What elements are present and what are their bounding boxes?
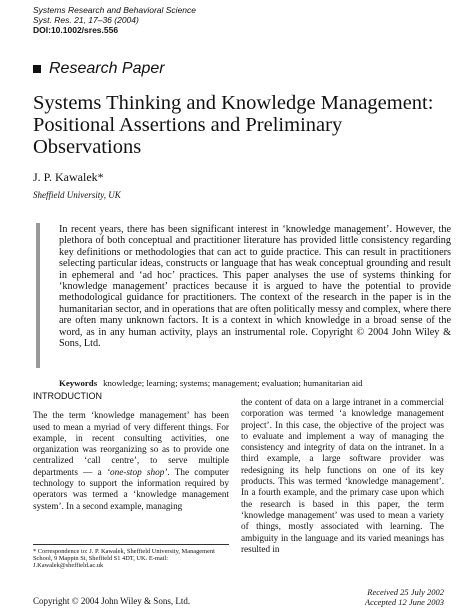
footnote-divider [33, 544, 229, 545]
submission-dates [365, 587, 444, 607]
journal-citation: Syst. Res. 21, 17–36 (2004) [33, 14, 139, 25]
left-column [33, 391, 229, 512]
right-column [241, 397, 444, 555]
author-affiliation: Sheffield University, UK [33, 190, 121, 200]
abstract-text: In recent years, there has been significant interest in ‘knowledge management’. However, the plethora of both conceptual and practitioner literature has provided little consistency regarding key definitions or methodologies that can act to guide practice. This can result in practitioners selecting particular ideas, constructs or language that has weak conceptual grounding and result in ephemeral and ‘ad hoc’ practices. This paper analyses the use of systems thinking for ‘knowledge management’ practices because it is argued to have the potential to provide methodological guidance for practitioners. The context of the research in the paper is in the humanitarian sector, and in operations that are often politically messy and complex, where there are often many unknown factors. It is a context in which knowledge in a broad sense of the word, as in any human activity, plays an instrumental role. Copyright © 2004 John Wiley & Sons, Ltd. [59, 224, 451, 350]
right-column-paragraph: the content of data on a large intranet in a commercial corporation was termed ‘a knowledge management project’. In this case, the objective of the project was to evaluate and implement a way of managing the consistency and integrity of data on the intranet. In a third example, a large software provider was redesigning its help functions on one of its key products. This was termed ‘knowledge management’. In a fourth example, and the primary case upon which the research is based in this paper, the term ‘knowledge management’ was used to mean a variety of things, mostly associated with learning. The ambiguity in the language and its varied meanings has resulted in [241, 397, 444, 554]
keywords-line [59, 378, 459, 388]
left-text-italic: ‘one-stop shop’ [106, 466, 168, 477]
journal-header [33, 6, 196, 35]
received-date: Received 25 July 2002 [367, 587, 444, 597]
left-text-part-2: . The computer technology to support the information required by operators was termed a ‘knowledge management system’. In a second example, managing [33, 466, 229, 511]
accepted-date: Accepted 12 June 2003 [364, 597, 444, 607]
correspondence-footnote: * Correspondence to: J. P. Kawalek, Sheffield University, Management School, 9 Mappin St, Sheffield S1 4DT, UK. E-mail: J.Kawalek@sheffield.ac.uk [33, 548, 215, 570]
article-type-label: Research Paper [49, 60, 165, 77]
left-column-paragraph [33, 410, 229, 512]
journal-doi[interactable]: DOI:10.1002/sres.556 [33, 24, 119, 35]
section-heading: INTRODUCTION [33, 391, 102, 401]
paper-title: Systems Thinking and Knowledge Management: Positional Assertions and Preliminary Observations [33, 92, 434, 158]
journal-name: Systems Research and Behavioral Science [33, 5, 196, 15]
abstract-sidebar-rule [36, 223, 40, 368]
left-text-part-1: The the term ‘knowledge management’ has been used to mean a myriad of very different things. For example, in recent consulting activities, one organization was reorganizing so as to provide one centralized ‘call centre’, to serve multiple departments — a [33, 410, 229, 477]
keywords-label: Keywords [59, 378, 98, 388]
article-type [33, 60, 165, 78]
square-bullet-icon [33, 65, 41, 73]
keywords-list: knowledge; learning; systems; management; evaluation; humanitarian aid [103, 378, 363, 388]
copyright-footer: Copyright © 2004 John Wiley & Sons, Ltd. [33, 596, 191, 606]
author-name: J. P. Kawalek* [33, 170, 104, 184]
